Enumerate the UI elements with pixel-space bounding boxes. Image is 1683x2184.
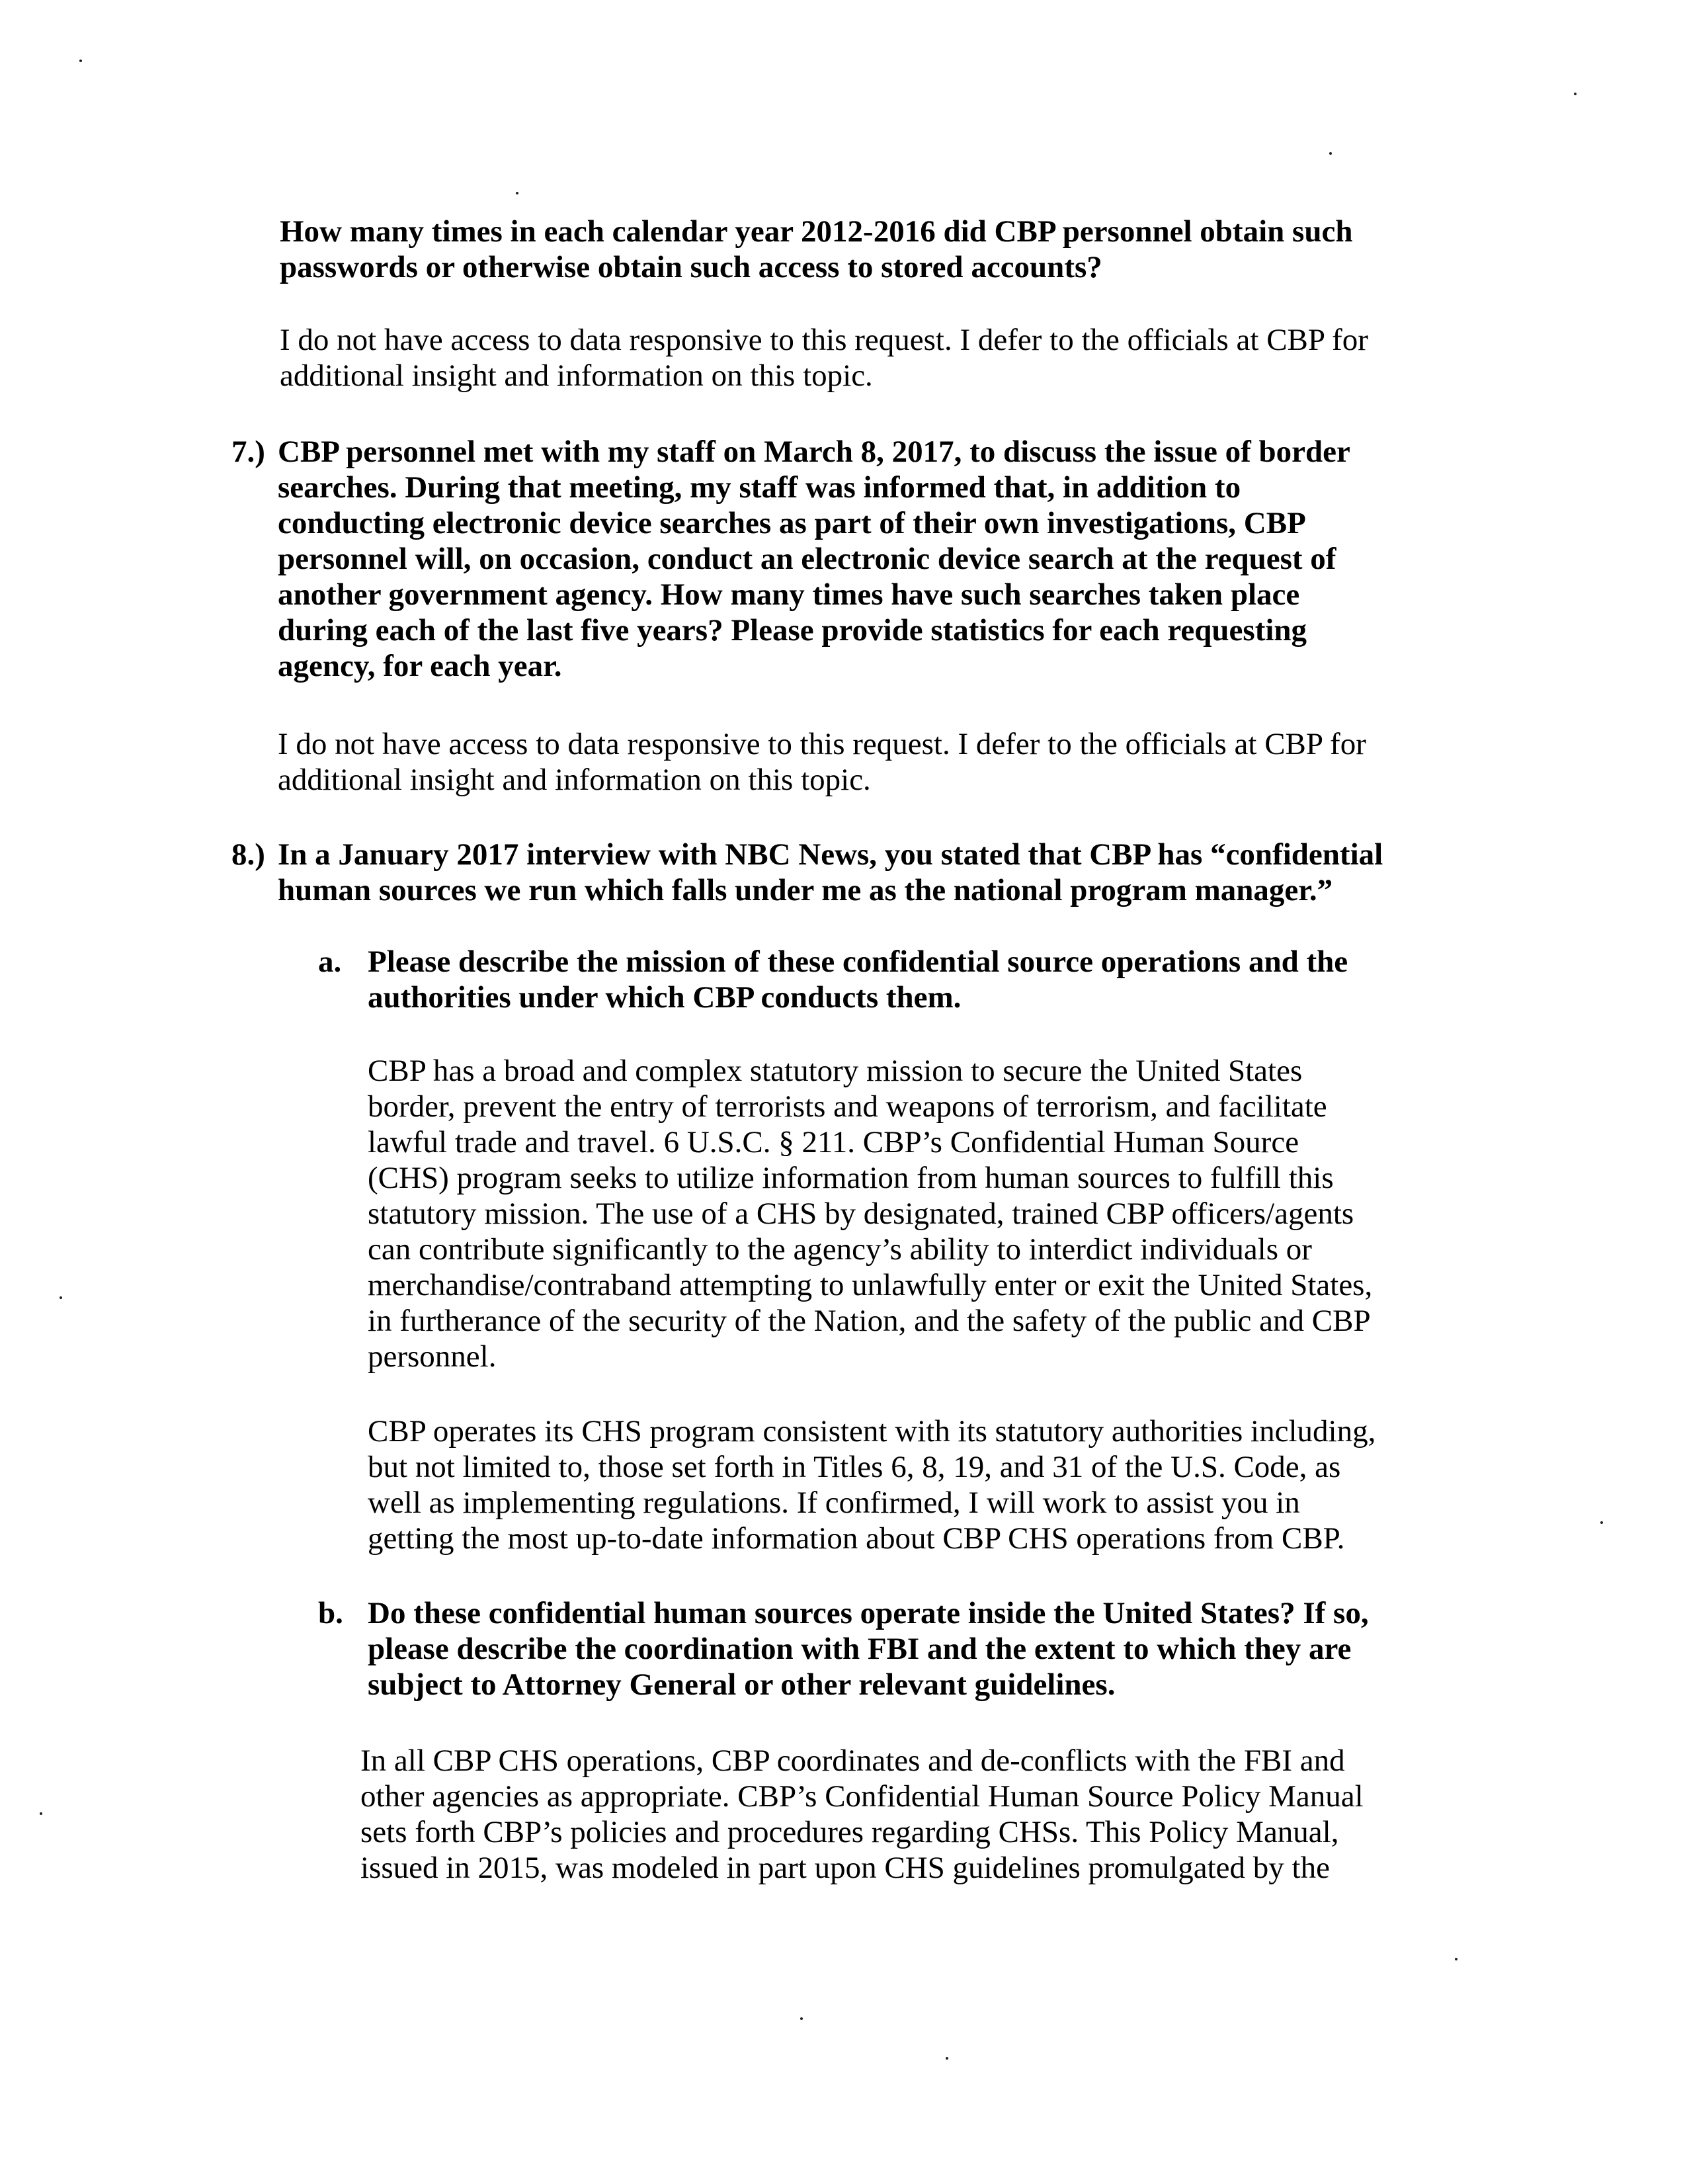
text-line: sets forth CBP’s policies and procedures regarding CHSs. This Policy Manual, bbox=[360, 1815, 1339, 1849]
text-line: subject to Attorney General or other relevant guidelines. bbox=[368, 1667, 1116, 1702]
text-line: additional insight and information on this topic. bbox=[280, 358, 873, 393]
text-line: (CHS) program seeks to utilize information from human sources to fulfill this bbox=[368, 1161, 1334, 1195]
text-line: other agencies as appropriate. CBP’s Confidential Human Source Policy Manual bbox=[360, 1779, 1364, 1814]
text-line: passwords or otherwise obtain such access to stored accounts? bbox=[280, 250, 1102, 284]
text-line: merchandise/contraband attempting to unlawfully enter or exit the United States, bbox=[368, 1268, 1373, 1302]
text-line: In a January 2017 interview with NBC News, you stated that CBP has “confidential bbox=[278, 837, 1383, 872]
text-line: issued in 2015, was modeled in part upon CHS guidelines promulgated by the bbox=[360, 1851, 1330, 1885]
text-line: during each of the last five years? Please provide statistics for each requesting bbox=[278, 613, 1307, 648]
answer-8a-paragraph-2 bbox=[368, 1413, 1375, 1556]
text-line: please describe the coordination with FBI and the extent to which they are bbox=[368, 1632, 1352, 1666]
answer-8a-paragraph-1 bbox=[368, 1053, 1372, 1374]
text-line: authorities under which CBP conducts them. bbox=[368, 980, 962, 1015]
text-line: I do not have access to data responsive to this request. I defer to the officials at CBP for bbox=[280, 323, 1368, 357]
text-line: CBP has a broad and complex statutory mission to secure the United States bbox=[368, 1054, 1303, 1088]
text-line: How many times in each calendar year 2012-2016 did CBP personnel obtain such bbox=[280, 214, 1353, 249]
text-line: in furtherance of the security of the Nation, and the safety of the public and CBP bbox=[368, 1304, 1371, 1338]
answer-6 bbox=[280, 322, 1368, 394]
text-line: well as implementing regulations. If confirmed, I will work to assist you in bbox=[368, 1486, 1300, 1520]
question-8a-label: a. bbox=[318, 945, 342, 979]
answer-8b bbox=[360, 1743, 1364, 1886]
text-line: In all CBP CHS operations, CBP coordinates and de-conflicts with the FBI and bbox=[360, 1743, 1345, 1778]
text-line: border, prevent the entry of terrorists and weapons of terrorism, and facilitate bbox=[368, 1089, 1327, 1124]
question-8a bbox=[368, 944, 1348, 1015]
question-8 bbox=[278, 837, 1383, 908]
text-line: but not limited to, those set forth in Titles 6, 8, 19, and 31 of the U.S. Code, as bbox=[368, 1450, 1341, 1484]
text-line: another government agency. How many times have such searches taken place bbox=[278, 577, 1300, 612]
text-line: searches. During that meeting, my staff was informed that, in addition to bbox=[278, 470, 1241, 505]
text-line: personnel. bbox=[368, 1339, 497, 1374]
question-7 bbox=[278, 434, 1350, 684]
text-line: Please describe the mission of these confidential source operations and the bbox=[368, 945, 1348, 979]
text-line: conducting electronic device searches as part of their own investigations, CBP bbox=[278, 506, 1306, 540]
text-line: human sources we run which falls under me as the national program manager.” bbox=[278, 873, 1333, 907]
text-line: can contribute significantly to the agency’s ability to interdict individuals or bbox=[368, 1232, 1312, 1267]
text-line: lawful trade and travel. 6 U.S.C. § 211. CBP’s Confidential Human Source bbox=[368, 1125, 1299, 1159]
question-8-number: 8.) bbox=[231, 837, 265, 872]
question-7-number: 7.) bbox=[231, 435, 265, 469]
text-line: personnel will, on occasion, conduct an electronic device search at the request of bbox=[278, 542, 1336, 576]
text-line: getting the most up-to-date information about CBP CHS operations from CBP. bbox=[368, 1521, 1345, 1556]
question-8b-label: b. bbox=[318, 1596, 343, 1630]
question-6-followup bbox=[280, 214, 1352, 285]
text-line: additional insight and information on this topic. bbox=[278, 763, 871, 797]
question-8b bbox=[368, 1595, 1369, 1702]
text-line: statutory mission. The use of a CHS by designated, trained CBP officers/agents bbox=[368, 1197, 1354, 1231]
text-line: I do not have access to data responsive to this request. I defer to the officials at CBP for bbox=[278, 727, 1366, 761]
text-line: CBP personnel met with my staff on March 8, 2017, to discuss the issue of border bbox=[278, 435, 1350, 469]
text-line: Do these confidential human sources operate inside the United States? If so, bbox=[368, 1596, 1369, 1630]
text-line: CBP operates its CHS program consistent with its statutory authorities including, bbox=[368, 1414, 1376, 1449]
answer-7 bbox=[278, 726, 1366, 798]
text-line: agency, for each year. bbox=[278, 649, 562, 683]
